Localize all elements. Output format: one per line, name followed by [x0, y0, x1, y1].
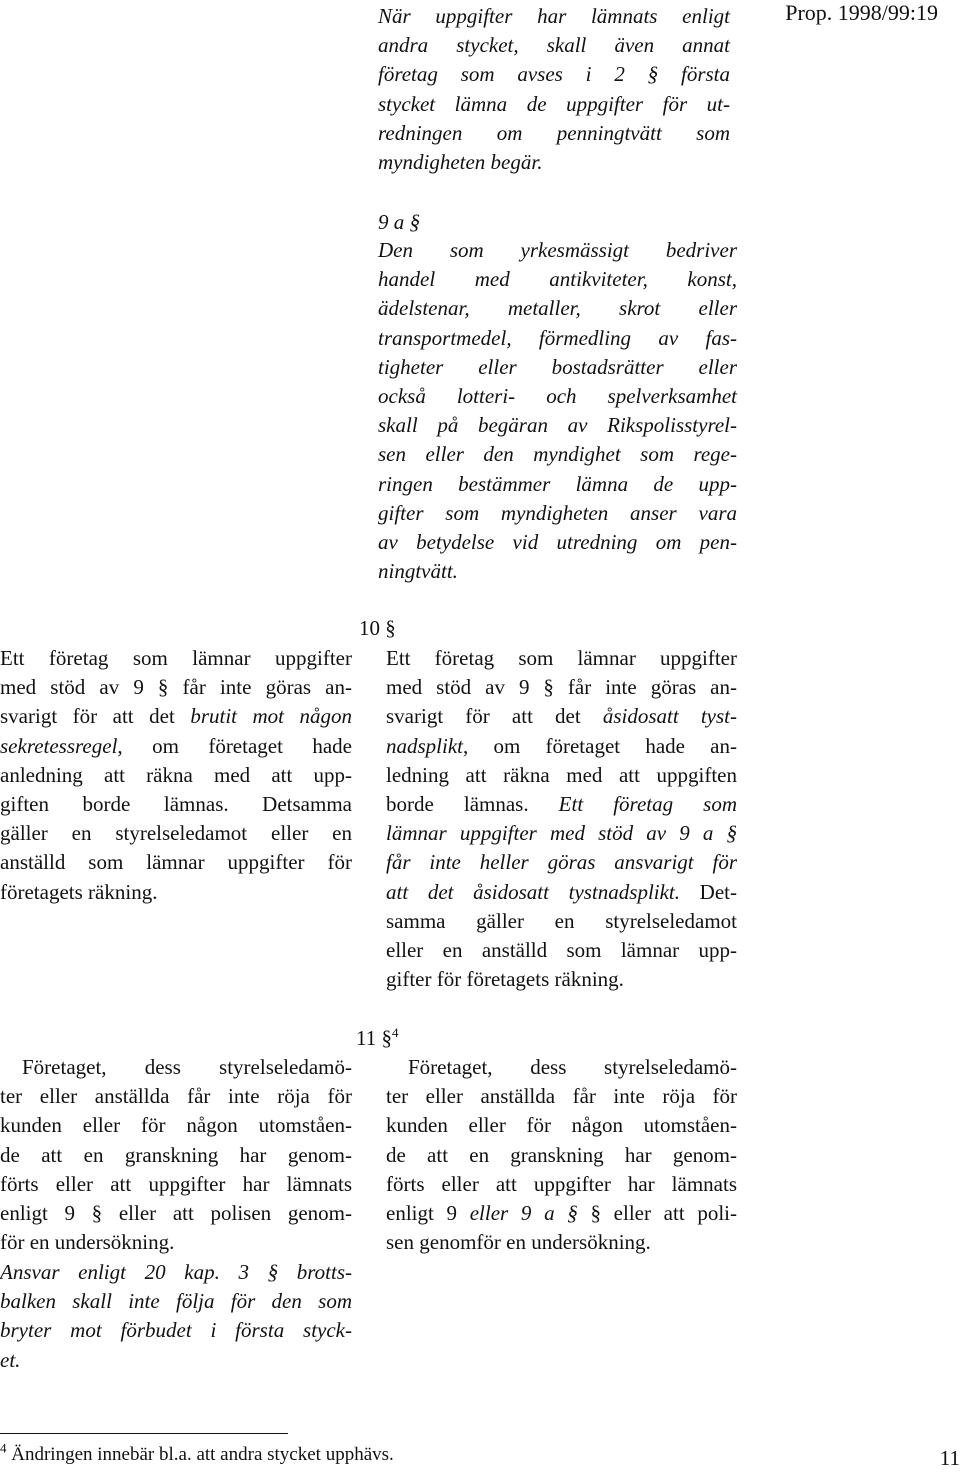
- section-heading-9a: 9 a §: [378, 210, 420, 234]
- text-line: stycket lämna de uppgifter för ut-: [378, 91, 730, 116]
- italic-span: Ett företag som: [558, 791, 738, 816]
- text-line: redningen om penningtvätt som: [378, 120, 730, 145]
- proposition-number: Prop. 1998/99:19: [785, 0, 938, 25]
- text-line: ter eller anställda får inte röja för: [0, 1084, 352, 1109]
- section-label: 11 §: [356, 1026, 392, 1050]
- text-span: , om företaget hade: [117, 733, 352, 758]
- text-line: gifter som myndigheten anser vara: [378, 500, 737, 525]
- text-line: [0, 732, 352, 761]
- text-line: gifter för företagets räkning.: [386, 967, 624, 992]
- text-line: När uppgifter har lämnats enligt: [378, 4, 730, 28]
- text-line: företagets räkning.: [0, 879, 158, 904]
- text-line: lämnar uppgifter med stöd av 9 a §: [386, 821, 737, 846]
- text-line: ädelstenar, metaller, skrot eller: [378, 296, 737, 321]
- text-line: kunden eller för någon utomståen-: [0, 1113, 352, 1138]
- footnote: [0, 1440, 394, 1469]
- italic-span: nadsplikt: [386, 733, 463, 758]
- page-number: 11: [939, 1446, 960, 1470]
- text-span: Det-: [680, 879, 737, 904]
- text-line: ter eller anställda får inte röja för: [386, 1084, 737, 1109]
- text-line: skall på begäran av Rikspolisstyrel-: [378, 413, 737, 438]
- left-paragraph-ansvar: [0, 1258, 352, 1375]
- text-line: enligt 9 § eller att polisen genom-: [0, 1200, 352, 1225]
- text-span: § eller att poli-: [577, 1200, 738, 1225]
- text-line: med stöd av 9 § får inte göras an-: [386, 675, 737, 700]
- text-line: samma gäller en styrelseledamot: [386, 908, 737, 933]
- text-line: transportmedel, förmedling av fas-: [378, 325, 737, 350]
- text-line: de att en granskning har genom-: [0, 1142, 352, 1167]
- text-line: med stöd av 9 § får inte göras an-: [0, 675, 352, 700]
- text-line: får inte heller göras ansvarigt för: [386, 850, 737, 875]
- text-line: [386, 878, 737, 907]
- left-paragraph-11: [0, 1053, 352, 1257]
- text-line: anställd som lämnar uppgifter för: [0, 850, 352, 875]
- text-line: balken skall inte följa för den som: [0, 1289, 352, 1314]
- right-paragraph-9a: [378, 236, 737, 586]
- italic-span: brutit mot någon: [190, 704, 352, 729]
- italic-span: åsidosatt tyst-: [602, 704, 737, 729]
- text-line: myndigheten begär.: [378, 149, 543, 174]
- text-line: Företaget, dess styrelseledamö-: [22, 1055, 352, 1079]
- text-line: förts eller att uppgifter har lämnats: [0, 1171, 352, 1196]
- text-line: andra stycket, skall även annat: [378, 33, 730, 58]
- footnote-number: 4: [0, 1440, 7, 1456]
- text-line: giften borde lämnas. Detsamma: [0, 791, 352, 816]
- text-line: eller en anställd som lämnar upp-: [386, 937, 737, 962]
- text-line: Ansvar enligt 20 kap. 3 § brotts-: [0, 1260, 352, 1284]
- text-line: ningtvätt.: [378, 559, 458, 584]
- text-line: [386, 702, 737, 731]
- text-line: sen genomför en undersökning.: [386, 1230, 651, 1255]
- text-line: gäller en styrelseledamot eller en: [0, 821, 352, 846]
- footnote-rule: [0, 1433, 288, 1434]
- text-line: förts eller att uppgifter har lämnats: [386, 1171, 737, 1196]
- text-line: et.: [0, 1347, 21, 1372]
- section-heading-11: [356, 1024, 398, 1053]
- italic-span: att det åsidosatt tystnadsplikt.: [386, 879, 681, 904]
- right-paragraph-11: [386, 1053, 737, 1257]
- footnote-text: Ändringen innebär bl.a. att andra stycket upphävs.: [11, 1444, 394, 1465]
- italic-span: eller 9 a §: [469, 1200, 578, 1225]
- text-line: [0, 702, 352, 731]
- text-span: borde lämnas.: [386, 791, 559, 816]
- text-span: enligt 9: [386, 1200, 470, 1225]
- text-line: handel med antikviteter, konst,: [378, 267, 737, 292]
- text-span: svarigt för att det: [0, 704, 191, 729]
- text-line: Ett företag som lämnar uppgifter: [0, 646, 352, 670]
- right-paragraph-intro: [378, 2, 730, 177]
- section-heading-10: 10 §: [359, 616, 396, 640]
- footnote-ref: 4: [391, 1025, 399, 1040]
- text-line: anledning att räkna med att upp-: [0, 762, 352, 787]
- text-line: bryter mot förbudet i första styck-: [0, 1318, 352, 1343]
- text-line: kunden eller för någon utomståen-: [386, 1113, 737, 1138]
- text-line: sen eller den myndighet som rege-: [378, 442, 737, 467]
- left-paragraph-10: [0, 644, 352, 907]
- text-span: , om företaget hade an-: [463, 733, 737, 758]
- text-line: av betydelse vid utredning om pen-: [378, 529, 737, 554]
- text-line: Ett företag som lämnar uppgifter: [386, 646, 737, 670]
- text-span: svarigt för att det: [386, 704, 603, 729]
- text-line: ringen bestämmer lämna de upp-: [378, 471, 737, 496]
- text-line: [386, 732, 737, 761]
- text-line: tigheter eller bostadsrätter eller: [378, 354, 737, 379]
- text-line: för en undersökning.: [0, 1230, 175, 1255]
- text-line: Företaget, dess styrelseledamö-: [408, 1055, 737, 1079]
- right-paragraph-10: [386, 644, 737, 994]
- text-line: [386, 1199, 737, 1228]
- text-line: [386, 790, 737, 819]
- text-line: Den som yrkesmässigt bedriver: [378, 238, 737, 262]
- text-line: de att en granskning har genom-: [386, 1142, 737, 1167]
- italic-span: sekretessregel: [0, 733, 118, 758]
- text-line: också lotteri- och spelverksamhet: [378, 383, 737, 408]
- text-line: företag som avses i 2 § första: [378, 62, 730, 87]
- text-line: ledning att räkna med att uppgiften: [386, 762, 737, 787]
